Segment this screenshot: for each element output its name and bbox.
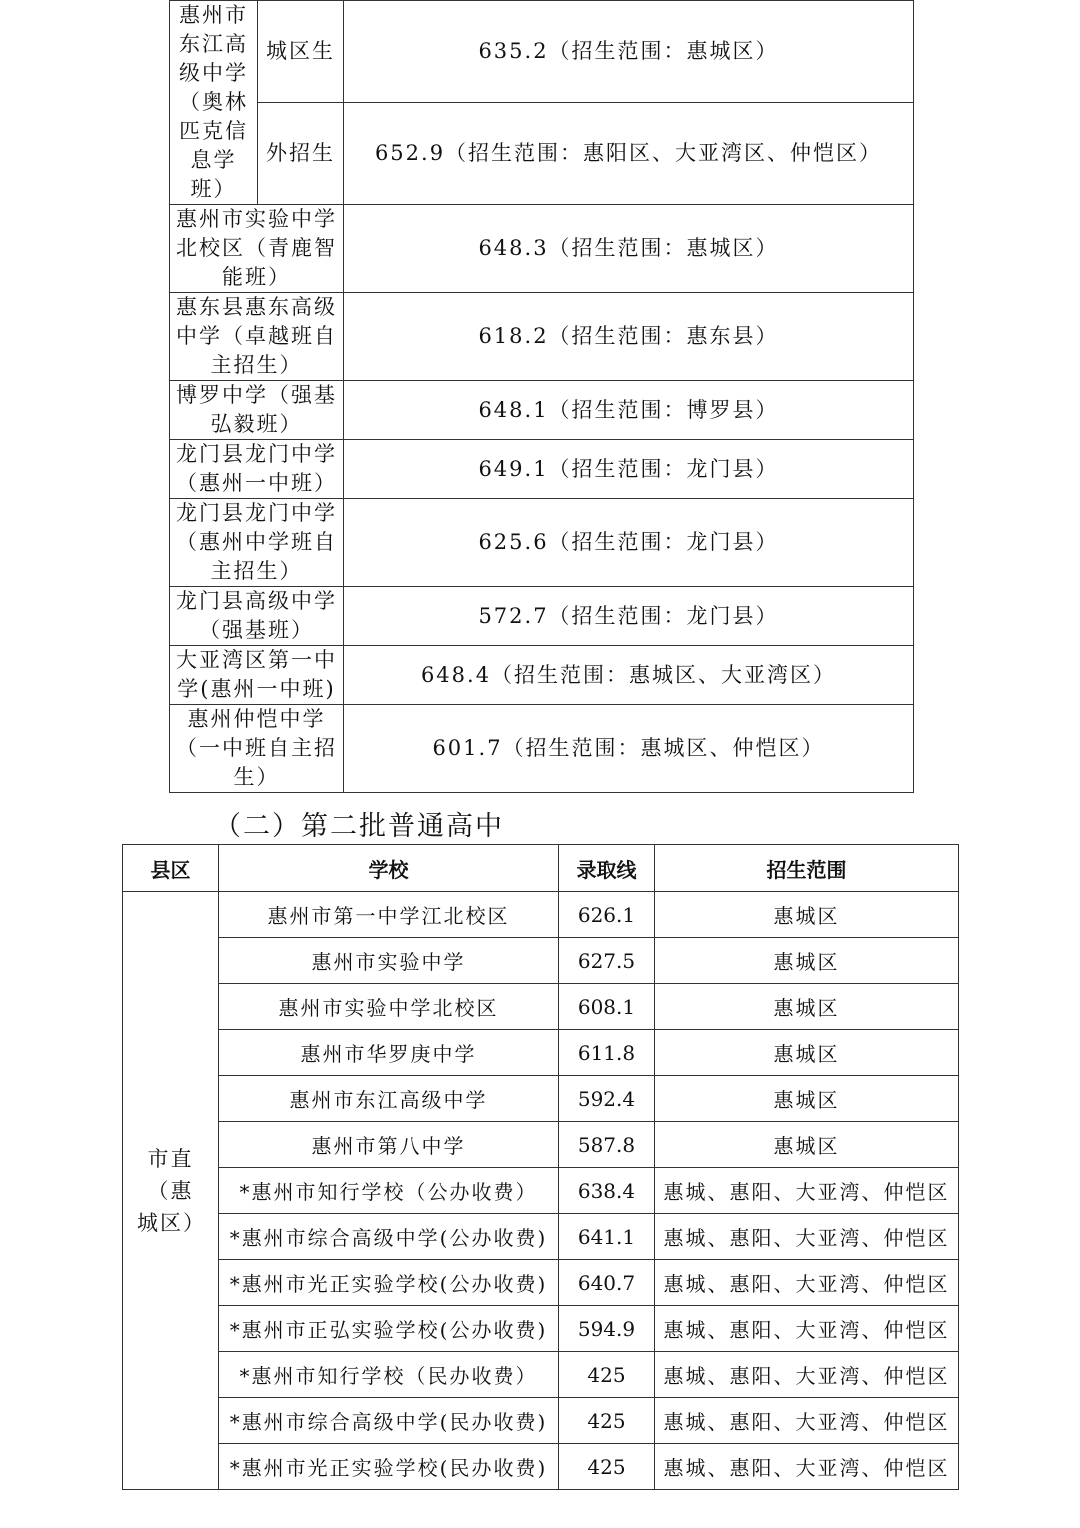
score-cell: 635.2（招生范围：惠城区）	[344, 1, 914, 103]
range-cell: 惠城、惠阳、大亚湾、仲恺区	[655, 1398, 959, 1444]
table-row	[170, 499, 914, 587]
range-cell: 惠城、惠阳、大亚湾、仲恺区	[655, 1444, 959, 1490]
header-school: 学校	[219, 845, 559, 892]
school-name: 惠州市第八中学	[219, 1122, 559, 1168]
school-name: *惠州市知行学校（民办收费）	[219, 1352, 559, 1398]
table-row	[170, 587, 914, 646]
second-batch-table	[122, 844, 959, 1490]
school-name: 惠州市东江高级中学	[219, 1076, 559, 1122]
school-name: *惠州市综合高级中学(民办收费)	[219, 1398, 559, 1444]
school-name: 博罗中学（强基弘毅班）	[170, 381, 344, 440]
table-row	[123, 938, 959, 984]
table-row	[123, 1076, 959, 1122]
table-row	[170, 440, 914, 499]
school-name: 惠州市实验中学	[219, 938, 559, 984]
school-name: 龙门县龙门中学（惠州一中班）	[170, 440, 344, 499]
score-cell: 625.6（招生范围：龙门县）	[344, 499, 914, 587]
range-cell: 惠城区	[655, 984, 959, 1030]
score-cell: 618.2（招生范围：惠东县）	[344, 293, 914, 381]
table-row	[170, 1, 914, 103]
table-row	[123, 1122, 959, 1168]
range-cell: 惠城、惠阳、大亚湾、仲恺区	[655, 1214, 959, 1260]
school-name: 惠州市第一中学江北校区	[219, 892, 559, 938]
score-cell: 594.9	[559, 1306, 655, 1352]
school-name: *惠州市综合高级中学(公办收费)	[219, 1214, 559, 1260]
score-cell: 627.5	[559, 938, 655, 984]
student-type: 城区生	[258, 1, 344, 103]
student-type: 外招生	[258, 103, 344, 205]
score-cell: 425	[559, 1444, 655, 1490]
table-row	[123, 984, 959, 1030]
range-cell: 惠城区	[655, 1076, 959, 1122]
school-name: 龙门县龙门中学（惠州中学班自主招生）	[170, 499, 344, 587]
section-title: （二）第二批普通高中	[214, 811, 504, 842]
header-score: 录取线	[559, 845, 655, 892]
score-cell: 640.7	[559, 1260, 655, 1306]
range-cell: 惠城、惠阳、大亚湾、仲恺区	[655, 1306, 959, 1352]
district-cell: 市直（惠城区）	[123, 892, 219, 1490]
school-name: *惠州市知行学校（公办收费）	[219, 1168, 559, 1214]
table-row	[170, 705, 914, 793]
range-cell: 惠城、惠阳、大亚湾、仲恺区	[655, 1352, 959, 1398]
school-name: 惠州仲恺中学（一中班自主招生）	[170, 705, 344, 793]
table-row	[123, 1306, 959, 1352]
score-cell: 648.1（招生范围：博罗县）	[344, 381, 914, 440]
school-name: 惠东县惠东高级中学（卓越班自主招生）	[170, 293, 344, 381]
school-name: 惠州市华罗庚中学	[219, 1030, 559, 1076]
school-name: 惠州市实验中学北校区	[219, 984, 559, 1030]
range-cell: 惠城区	[655, 1122, 959, 1168]
score-cell: 425	[559, 1398, 655, 1444]
table-row	[123, 892, 959, 938]
table-row	[170, 293, 914, 381]
school-name: 龙门县高级中学（强基班）	[170, 587, 344, 646]
school-name: 惠州市实验中学北校区（青鹿智能班）	[170, 205, 344, 293]
score-cell: 592.4	[559, 1076, 655, 1122]
school-name: *惠州市光正实验学校(公办收费)	[219, 1260, 559, 1306]
table-row	[123, 1168, 959, 1214]
range-cell: 惠城区	[655, 938, 959, 984]
school-name: 大亚湾区第一中学(惠州一中班)	[170, 646, 344, 705]
score-cell: 638.4	[559, 1168, 655, 1214]
table-row	[123, 1260, 959, 1306]
table-row	[123, 1030, 959, 1076]
range-cell: 惠城、惠阳、大亚湾、仲恺区	[655, 1260, 959, 1306]
score-cell: 641.1	[559, 1214, 655, 1260]
header-range: 招生范围	[655, 845, 959, 892]
score-cell: 425	[559, 1352, 655, 1398]
score-cell: 649.1（招生范围：龙门县）	[344, 440, 914, 499]
score-cell: 608.1	[559, 984, 655, 1030]
school-name: *惠州市光正实验学校(民办收费)	[219, 1444, 559, 1490]
header-district: 县区	[123, 845, 219, 892]
table-row	[123, 1398, 959, 1444]
table-row	[170, 103, 914, 205]
table-header-row	[123, 845, 959, 892]
table-row	[170, 205, 914, 293]
score-cell: 652.9（招生范围：惠阳区、大亚湾区、仲恺区）	[344, 103, 914, 205]
score-cell: 648.3（招生范围：惠城区）	[344, 205, 914, 293]
table-row	[123, 1214, 959, 1260]
table-row	[123, 1352, 959, 1398]
score-cell: 587.8	[559, 1122, 655, 1168]
range-cell: 惠城区	[655, 1030, 959, 1076]
range-cell: 惠城区	[655, 892, 959, 938]
table-row	[170, 381, 914, 440]
first-batch-table	[169, 0, 914, 793]
score-cell: 626.1	[559, 892, 655, 938]
score-cell: 572.7（招生范围：龙门县）	[344, 587, 914, 646]
range-cell: 惠城、惠阳、大亚湾、仲恺区	[655, 1168, 959, 1214]
school-name: *惠州市正弘实验学校(公办收费)	[219, 1306, 559, 1352]
score-cell: 601.7（招生范围：惠城区、仲恺区）	[344, 705, 914, 793]
score-cell: 611.8	[559, 1030, 655, 1076]
score-cell: 648.4（招生范围：惠城区、大亚湾区）	[344, 646, 914, 705]
table-row	[123, 1444, 959, 1490]
table-row	[170, 646, 914, 705]
school-name: 惠州市东江高级中学（奥林匹克信息学班）	[170, 1, 258, 205]
